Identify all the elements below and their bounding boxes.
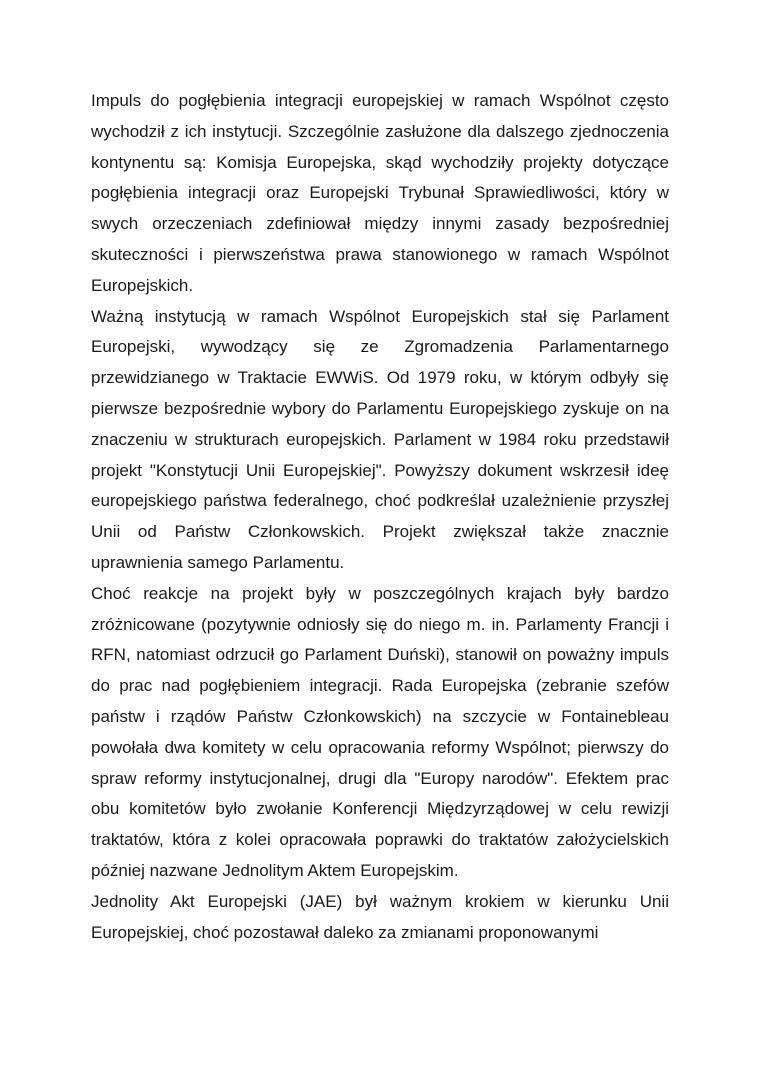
- paragraph-single-european-act: Jednolity Akt Europejski (JAE) był ważnym krokiem w kierunku Unii Europejskiej, choć pozostawał daleko za zmianami proponowanymi: [91, 891, 669, 942]
- paragraph-reactions: Choć reakcje na projekt były w poszczególnych krajach były bardzo zróżnicowane (pozytywnie odniosły się do niego m. in. Parlamenty Francji i RFN, natomiast odrzucił go Parlament Duński), stanowił on poważny impuls do prac nad pogłębieniem integracji. Rada Europejska (zebranie szefów państw i rządów Państw Członkowskich) na szczycie w Fontainebleau powołała dwa komitety w celu opracowania reformy Wspólnot; pierwszy do spraw reformy instytucjonalnej, drugi dla "Europy narodów". Efektem prac obu komitetów było zwołanie Konferencji Międzyrządowej w celu rewizji traktatów, która z kolei opracowała poprawki do traktatów założycielskich później nazwane Jednolitym Aktem Europejskim.: [91, 583, 669, 880]
- paragraph-institutions: Impuls do pogłębienia integracji europejskiej w ramach Wspólnot często wychodził z ich instytucji. Szczególnie zasłużone dla dalszego zjednoczenia kontynentu są: Komisja Europejska, skąd wychodziły projekty dotyczące pogłębienia integracji oraz Europejski Trybunał Sprawiedliwości, który w swych orzeczeniach zdefiniował między innymi zasady bezpośredniej skuteczności i pierwszeństwa prawa stanowionego w ramach Wspólnot Europejskich.: [91, 91, 669, 295]
- document-body: [91, 86, 669, 948]
- paragraph-parliament: Ważną instytucją w ramach Wspólnot Europejskich stał się Parlament Europejski, wywodzący się ze Zgromadzenia Parlamentarnego przewidzianego w Traktacie EWWiS. Od 1979 roku, w którym odbyły się pierwsze bezpośrednie wybory do Parlamentu Europejskiego zyskuje on na znaczeniu w strukturach europejskich. Parlament w 1984 roku przedstawił projekt "Konstytucji Unii Europejskiej". Powyższy dokument wskrzesił ideę europejskiego państwa federalnego, choć podkreślał uzależnienie przyszłej Unii od Państw Członkowskich. Projekt zwiększał także znacznie uprawnienia samego Parlamentu.: [91, 306, 669, 572]
